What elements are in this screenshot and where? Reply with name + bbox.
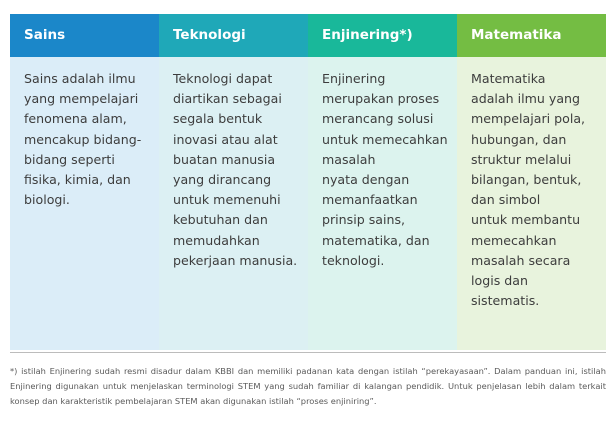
text-line: masalah [322, 151, 376, 167]
text-line: memanfaatkan [322, 192, 418, 208]
footnote-text: *) istilah Enjinering sudah resmi disadur dalam KBBI dan memiliki padanan kata dengan istilah “perekayasaan”. Dalam panduan ini, istilah Enjinering digunakan untuk menjelaskan terminologi STEM yang sudah familiar di kalangan pendidik. Untuk penjelasan lebih dalam terkait konsep dan karakteristik pembelajaran STEM akan digunakan istilah “proses enjiniring”. [10, 366, 606, 406]
text-line: memudahkan [173, 232, 260, 248]
body-enjinering [308, 57, 457, 350]
text-line: hubungan, dan [471, 131, 567, 147]
text-line: yang dirancang [173, 172, 272, 188]
text-line: Sains adalah ilmu [24, 71, 136, 86]
text-line: pekerjaan manusia. [173, 252, 298, 268]
text-line: biologi. [24, 192, 70, 208]
footnote-divider [10, 352, 606, 353]
body-sains [10, 57, 159, 350]
text-line: merancang solusi [322, 111, 434, 127]
text-line: Teknologi dapat [173, 71, 273, 86]
header-sains: Sains [10, 14, 159, 57]
text-line: diartikan sebagai [173, 91, 282, 107]
text-line: bidang seperti [24, 151, 115, 167]
header-enjinering: Enjinering*) [308, 14, 457, 57]
text-line: logis dan [471, 273, 528, 289]
body-teknologi [159, 57, 308, 350]
text-line: merupakan proses [322, 91, 440, 107]
text-line: fisika, kimia, dan [24, 172, 131, 188]
text-line: bilangan, bentuk, [471, 172, 582, 188]
text-line: mencakup bidang- [24, 131, 142, 147]
body-matematika [457, 57, 606, 350]
text-line: kebutuhan dan [173, 212, 268, 228]
text-line: Enjinering [322, 71, 386, 86]
text-line: adalah ilmu yang [471, 91, 581, 107]
text-line: teknologi. [322, 252, 385, 268]
text-line: mempelajari pola, [471, 111, 586, 127]
text-line: fenomena alam, [24, 111, 127, 127]
text-line: prinsip sains, [322, 212, 406, 228]
text-line: nyata dengan [322, 172, 410, 188]
text-line: buatan manusia [173, 151, 276, 167]
text-line: sistematis. [471, 293, 540, 309]
text-line: masalah secara [471, 252, 571, 268]
text-line: segala bentuk [173, 111, 263, 127]
header-teknologi: Teknologi [159, 14, 308, 57]
text-line: memecahkan [471, 232, 557, 248]
text-line: dan simbol [471, 192, 541, 208]
text-line: untuk membantu [471, 212, 581, 228]
text-line: struktur melalui [471, 151, 572, 167]
text-line: yang mempelajari [24, 91, 139, 107]
stem-definition-table [10, 14, 606, 350]
text-line: matematika, dan [322, 232, 430, 248]
text-line: untuk memecahkan [322, 131, 448, 147]
text-line: untuk memenuhi [173, 192, 281, 208]
header-matematika: Matematika [457, 14, 606, 57]
text-line: Matematika [471, 71, 546, 86]
text-line: inovasi atau alat [173, 131, 278, 147]
